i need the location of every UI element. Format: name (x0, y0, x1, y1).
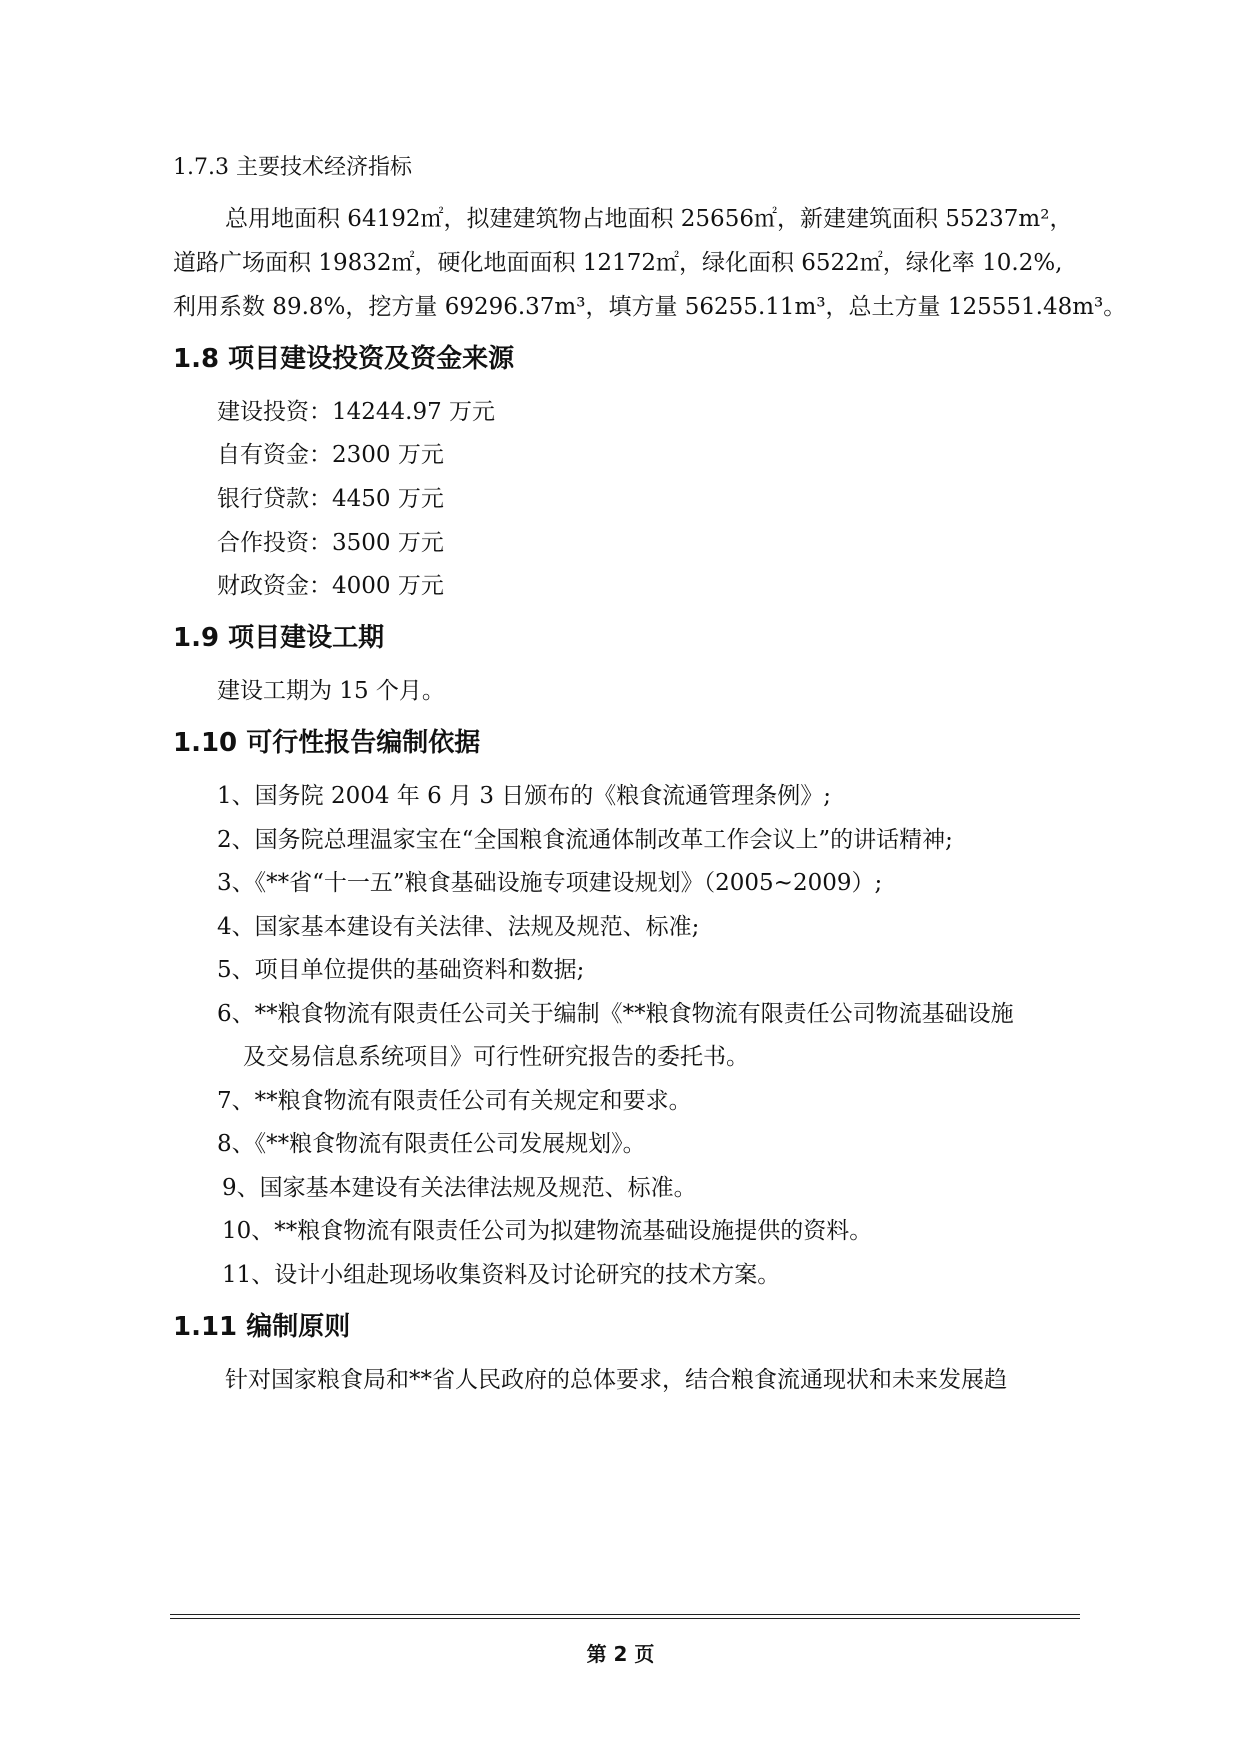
basis-list-item: 9、国家基本建设有关法律法规及规范、标准。 (222, 1175, 697, 1201)
investment-item: 银行贷款：4450 万元 (217, 486, 444, 512)
principles-text: 针对国家粮食局和**省人民政府的总体要求，结合粮食流通现状和未来发展趋 (225, 1367, 1007, 1393)
investment-item: 合作投资：3500 万元 (217, 530, 444, 556)
basis-list-item: 6、**粮食物流有限责任公司关于编制《**粮食物流有限责任公司物流基础设施 (217, 1001, 1014, 1027)
paragraph-line: 总用地面积 64192㎡，拟建建筑物占地面积 25656㎡，新建建筑面积 55237m²， (225, 206, 1073, 232)
investment-item: 自有资金：2300 万元 (217, 442, 444, 468)
basis-list-item: 8、《**粮食物流有限责任公司发展规划》。 (217, 1131, 646, 1157)
section-heading-1-10: 1.10 可行性报告编制依据 (173, 728, 481, 758)
basis-list-item: 1、国务院 2004 年 6 月 3 日颁布的《粮食流通管理条例》; (217, 783, 832, 809)
subsection-heading-1-7-3: 1.7.3 主要技术经济指标 (173, 155, 412, 180)
paragraph-line: 道路广场面积 19832㎡，硬化地面面积 12172㎡，绿化面积 6522㎡，绿化率 10.2%, (173, 250, 1063, 276)
investment-item: 建设投资：14244.97 万元 (217, 399, 496, 425)
basis-list-item-continuation: 及交易信息系统项目》可行性研究报告的委托书。 (243, 1044, 749, 1070)
investment-item: 财政资金：4000 万元 (217, 573, 444, 599)
basis-list-item: 10、**粮食物流有限责任公司为拟建物流基础设施提供的资料。 (222, 1218, 873, 1244)
basis-list-item: 4、国家基本建设有关法律、法规及规范、标准; (217, 914, 700, 940)
basis-list-item: 7、**粮食物流有限责任公司有关规定和要求。 (217, 1088, 692, 1114)
basis-list-item: 5、项目单位提供的基础资料和数据; (217, 957, 585, 983)
paragraph-line: 利用系数 89.8%，挖方量 69296.37m³，填方量 56255.11m³，总土方量 125551.48m³。 (173, 294, 1127, 320)
basis-list-item: 2、国务院总理温家宝在“全国粮食流通体制改革工作会议上”的讲话精神; (217, 827, 953, 853)
basis-list-item: 3、《**省“十一五”粮食基础设施专项建设规划》（2005~2009）; (217, 870, 883, 896)
footer-rule-top (170, 1614, 1080, 1615)
page-number: 第 2 页 (586, 1642, 655, 1666)
footer-rule-bottom (170, 1618, 1080, 1619)
section-heading-1-11: 1.11 编制原则 (173, 1312, 351, 1342)
section-heading-1-8: 1.8 项目建设投资及资金来源 (173, 344, 515, 374)
schedule-text: 建设工期为 15 个月。 (217, 678, 445, 704)
basis-list-item: 11、设计小组赴现场收集资料及讨论研究的技术方案。 (222, 1262, 781, 1288)
section-heading-1-9: 1.9 项目建设工期 (173, 623, 385, 653)
